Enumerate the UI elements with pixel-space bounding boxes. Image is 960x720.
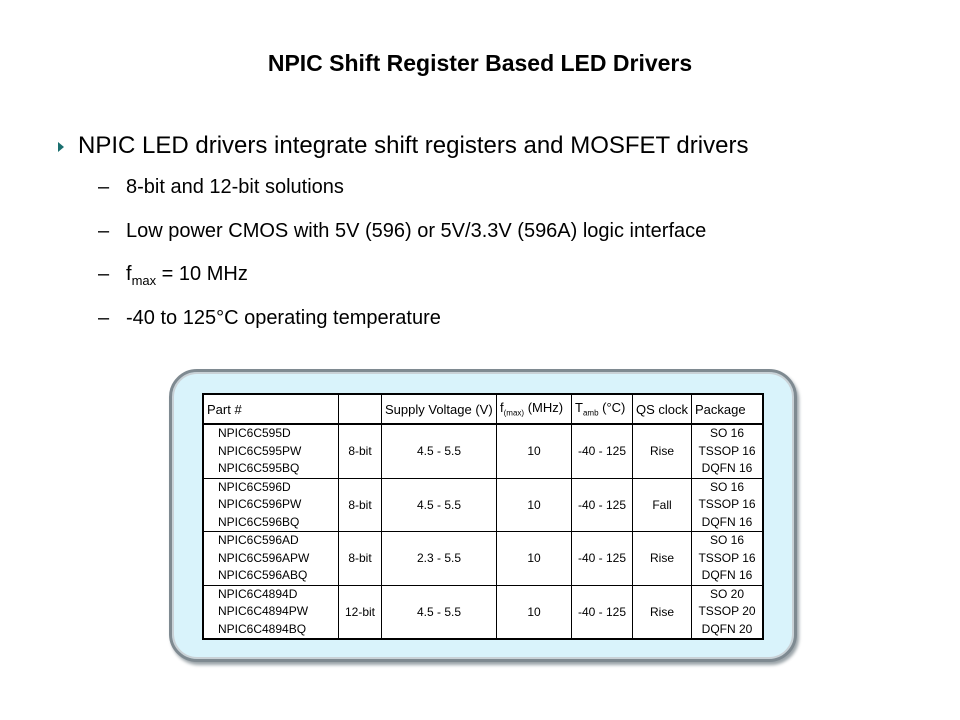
- part-number: NPIC6C596PW: [218, 497, 302, 511]
- sub-bullet-text: 8-bit and 12-bit solutions: [126, 176, 344, 198]
- part-number: NPIC6C595BQ: [218, 461, 300, 475]
- fmax-value: = 10 MHz: [156, 263, 248, 285]
- part-number: NPIC6C596ABQ: [218, 568, 308, 582]
- part-number: NPIC6C596APW: [218, 550, 310, 565]
- dash-icon: –: [98, 176, 110, 198]
- triangle-bullet-icon: [58, 142, 64, 152]
- fmax-sub: (max): [503, 408, 525, 418]
- supply-cell: 4.5 - 5.5: [382, 424, 497, 478]
- sub-bullet-2: [98, 220, 706, 243]
- part-number: NPIC6C595D: [218, 426, 291, 440]
- qs-cell: Rise: [633, 585, 692, 639]
- main-bullet-text: NPIC LED drivers integrate shift registers and MOSFET drivers: [78, 132, 749, 159]
- sub-bullet-4: [98, 307, 441, 330]
- fmax-f: f: [500, 400, 504, 416]
- header-tamb: [572, 394, 633, 424]
- package: DQFN 20: [701, 621, 753, 636]
- table-row: [203, 424, 763, 478]
- fmax-cell: 10: [497, 532, 572, 586]
- package: TSSOP 16: [698, 550, 756, 565]
- package: SO 16: [710, 533, 745, 547]
- package: DQFN 16: [701, 461, 753, 475]
- tamb-cell: -40 - 125: [572, 532, 633, 586]
- header-package: Package: [692, 394, 764, 424]
- table-row: [203, 532, 763, 586]
- header-part: Part #: [203, 394, 339, 424]
- bits-cell: 8-bit: [339, 532, 382, 586]
- package: SO 20: [710, 586, 745, 601]
- fmax-sub: max: [131, 273, 157, 288]
- table-row: [203, 478, 763, 532]
- part-number: NPIC6C4894BQ: [218, 621, 307, 636]
- package-cell: [692, 478, 764, 532]
- sub-bullet-text: [126, 263, 248, 288]
- header-qs: QS clock: [633, 394, 692, 424]
- tamb-cell: -40 - 125: [572, 585, 633, 639]
- qs-cell: Rise: [633, 424, 692, 478]
- fmax-unit: (MHz): [524, 400, 564, 416]
- fmax-cell: 10: [497, 478, 572, 532]
- supply-cell: 4.5 - 5.5: [382, 585, 497, 639]
- part-numbers: [203, 585, 339, 639]
- table-row: [203, 585, 763, 639]
- dash-icon: –: [98, 263, 110, 285]
- dash-icon: –: [98, 220, 110, 242]
- part-numbers: [203, 532, 339, 586]
- part-numbers: [203, 424, 339, 478]
- package-cell: [692, 532, 764, 586]
- tamb-sub: amb: [582, 408, 599, 418]
- slide-title: NPIC Shift Register Based LED Drivers: [267, 50, 693, 76]
- part-number: NPIC6C596D: [218, 479, 291, 494]
- tamb-cell: -40 - 125: [572, 478, 633, 532]
- bits-cell: 12-bit: [339, 585, 382, 639]
- sub-bullet-3: [98, 263, 248, 288]
- header-fmax: [497, 394, 572, 424]
- qs-cell: Fall: [633, 478, 692, 532]
- package-cell: [692, 424, 764, 478]
- part-number: NPIC6C596AD: [218, 533, 299, 547]
- dash-icon: –: [98, 307, 110, 329]
- fmax-f: f: [126, 263, 132, 285]
- package: TSSOP 20: [698, 604, 756, 618]
- fmax-cell: 10: [497, 424, 572, 478]
- bits-cell: 8-bit: [339, 478, 382, 532]
- tamb-cell: -40 - 125: [572, 424, 633, 478]
- header-supply: Supply Voltage (V): [382, 394, 497, 424]
- header-bits: [339, 394, 382, 424]
- part-number: NPIC6C4894PW: [218, 604, 309, 618]
- sub-bullet-text: Low power CMOS with 5V (596) or 5V/3.3V (596A) logic interface: [126, 220, 707, 242]
- table-header-row: [203, 394, 763, 424]
- tamb-t: T: [575, 400, 583, 416]
- main-bullet: [58, 132, 748, 160]
- package: SO 16: [710, 426, 745, 440]
- part-numbers: [203, 478, 339, 532]
- package: TSSOP 16: [698, 497, 756, 511]
- bits-cell: 8-bit: [339, 424, 382, 478]
- part-number: NPIC6C596BQ: [218, 514, 300, 529]
- package-cell: [692, 585, 764, 639]
- package: TSSOP 16: [698, 443, 756, 458]
- sub-bullet-1: [98, 176, 344, 199]
- part-number: NPIC6C4894D: [218, 586, 298, 601]
- supply-cell: 4.5 - 5.5: [382, 478, 497, 532]
- supply-cell: 2.3 - 5.5: [382, 532, 497, 586]
- sub-bullet-text: -40 to 125°C operating temperature: [126, 307, 441, 329]
- package: DQFN 16: [701, 568, 753, 582]
- product-table: [202, 393, 764, 640]
- tamb-unit: (°C): [598, 400, 626, 416]
- fmax-cell: 10: [497, 585, 572, 639]
- package: DQFN 16: [701, 514, 753, 529]
- qs-cell: Rise: [633, 532, 692, 586]
- part-number: NPIC6C595PW: [218, 443, 302, 458]
- package: SO 16: [710, 479, 745, 494]
